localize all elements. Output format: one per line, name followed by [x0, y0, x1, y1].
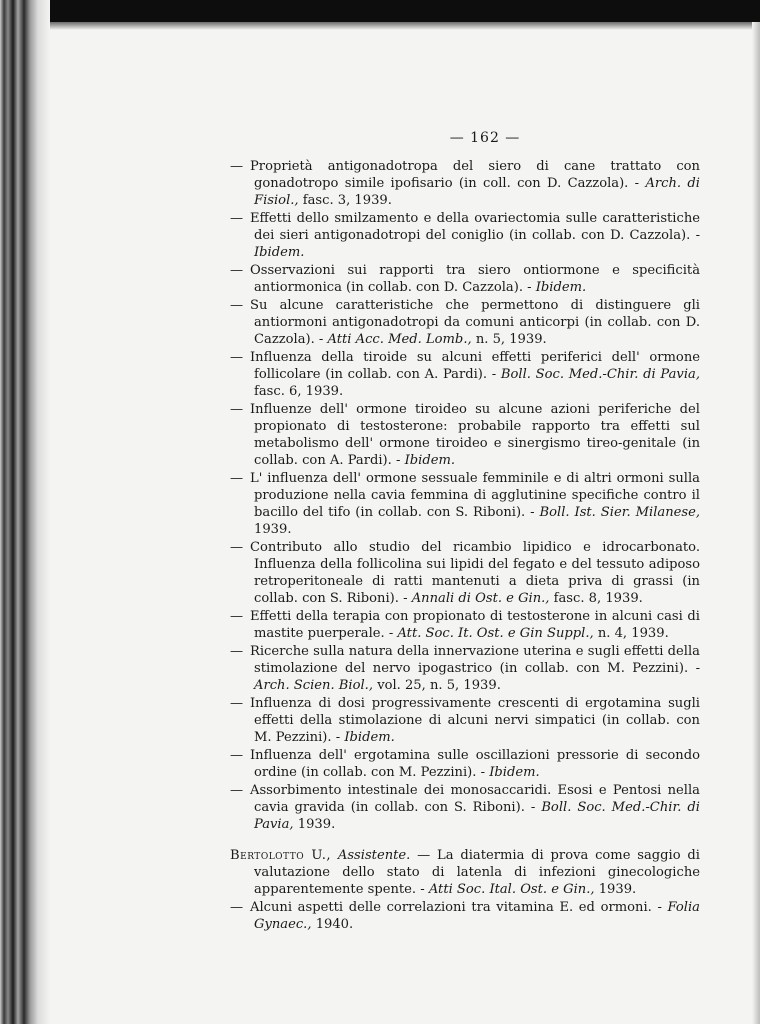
bibliography-entry: — Effetti dello smilzamento e della ovariectomia sulle caratteristiche dei sieri antigonadotropi del coniglio (in collab. con D. Cazzola). - Ibidem.: [230, 211, 700, 260]
author-name: Bertolotto U.,: [230, 848, 332, 863]
bibliography-entry: — Osservazioni sui rapporti tra siero ontiormone e specificità antiormonica (in collab. con D. Cazzola). - Ibidem.: [230, 263, 700, 295]
scan-top-shadow: [0, 22, 760, 30]
scan-top-border: [0, 0, 760, 22]
scan-right-edge: [752, 22, 760, 1024]
author-entry: Bertolotto U., Assistente. — La diatermia di prova come saggio di valutazione dello stato di latenla di infezioni ginecologiche apparentemente spente. - Atti Soc. Ital. Ost. e Gin., 1939.: [230, 848, 700, 897]
bibliography-entry: — Influenza della tiroide su alcuni effetti periferici dell' ormone follicolare (in collab. con A. Pardi). - Boll. Soc. Med.-Chir. di Pavia, fasc. 6, 1939.: [230, 350, 700, 399]
author-role: Assistente.: [337, 848, 411, 863]
bibliography-entry: — Assorbimento intestinale dei monosaccaridi. Esosi e Pentosi nella cavia gravida (in collab. con S. Riboni). - Boll. Soc. Med.-Chir. di Pavia, 1939.: [230, 783, 700, 832]
bibliography-entry: — Influenza dell' ergotamina sulle oscillazioni pressorie di secondo ordine (in collab. con M. Pezzini). - Ibidem.: [230, 748, 700, 780]
book-binding-edge: [0, 0, 50, 1024]
bibliography-entry: — Ricerche sulla natura della innervazione uterina e sugli effetti della stimolazione del nervo ipogastrico (in collab. con M. Pezzini). - Arch. Scien. Biol., vol. 25, n. 5, 1939.: [230, 644, 700, 693]
bibliography-entry: — Su alcune caratteristiche che permettono di distinguere gli antiormoni antigonadotropi da comuni anticorpi (in collab. con D. Cazzola). - Atti Acc. Med. Lomb., n. 5, 1939.: [230, 298, 700, 347]
bibliography-entry: — Proprietà antigonadotropa del siero di cane trattato con gonadotropo simile ipofisario (in coll. con D. Cazzola). - Arch. di Fisiol., fasc. 3, 1939.: [230, 159, 700, 208]
bibliography-entry: — L' influenza dell' ormone sessuale femminile e di altri ormoni sulla produzione nella cavia femmina di agglutinine specifiche contro il bacillo del tifo (in collab. con S. Riboni). - Boll. Ist. Sier. Milanese, 1939.: [230, 471, 701, 537]
bibliography-entry: — Contributo allo studio del ricambio lipidico e idrocarbonato. Influenza della follicolina sui lipidi del fegato e del tessuto adiposo retroperitoneale di ratti mantenuti a dieta priva di grassi (in collab. con S. Riboni). - Annali di Ost. e Gin., fasc. 8, 1939.: [230, 540, 700, 606]
page-number: — 162 —: [449, 130, 521, 146]
bibliography-list: [230, 158, 700, 933]
bibliography-entry: — Influenze dell' ormone tiroideo su alcune azioni periferiche del propionato di testosterone: probabile rapporto tra effetti sul metabolismo dell' ormone tiroideo e sinergismo tireo-genitale (in collab. con A. Pardi). - Ibidem.: [230, 402, 700, 468]
bibliography-entry: — Effetti della terapia con propionato di testosterone in alcuni casi di mastite puerperale. - Att. Soc. It. Ost. e Gin Suppl., n. 4, 1939.: [230, 609, 700, 641]
bibliography-entry: — Alcuni aspetti delle correlazioni tra vitamina E. ed ormoni. - Folia Gynaec., 1940.: [230, 900, 700, 932]
bibliography-entry: — Influenza di dosi progressivamente crescenti di ergotamina sugli effetti della stimolazione di alcuni nervi simpatici (in collab. con M. Pezzini). - Ibidem.: [230, 696, 700, 745]
document-page: [230, 130, 700, 934]
